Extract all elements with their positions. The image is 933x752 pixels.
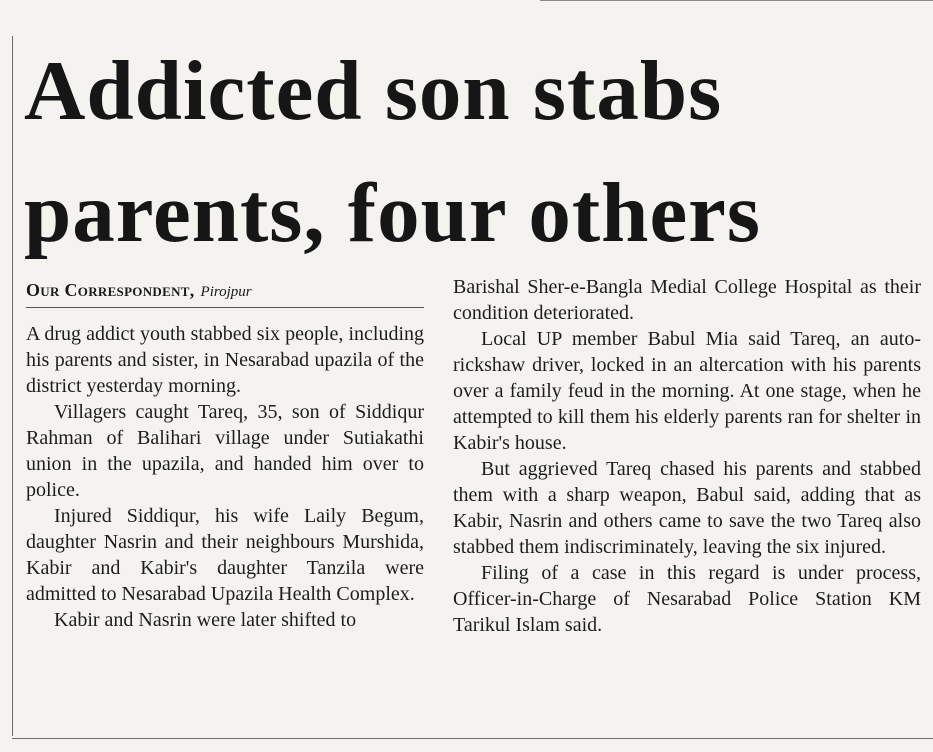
article-column-right	[453, 274, 921, 638]
headline-line-1: Addicted son stabs	[24, 44, 723, 138]
paragraph: Local UP member Babul Mia said Tareq, an auto-rickshaw driver, locked in an altercation with his parents over a family feud in the morning. At one stage, when he attempted to kill them his elderly parents ran for shelter in Kabir's house.	[453, 328, 921, 454]
paragraph: Barishal Sher-e-Bangla Medial College Hospital as their condition deteriorated.	[453, 276, 921, 324]
headline	[24, 30, 929, 274]
paragraph: Injured Siddiqur, his wife Laily Begum, daughter Nasrin and their neighbours Murshida, Kabir and Kabir's daughter Tanzila were admitted to Nesarabad Upazila Health Complex.	[26, 505, 424, 605]
paragraph: Villagers caught Tareq, 35, son of Siddiqur Rahman of Balihari village under Sutiakathi union in the upazila, and handed him over to police.	[26, 401, 424, 501]
byline-correspondent: Our Correspondent,	[26, 280, 195, 300]
paragraph: A drug addict youth stabbed six people, including his parents and sister, in Nesarabad upazila of the district yesterday morning.	[26, 323, 424, 397]
bottom-rule	[12, 738, 933, 739]
headline-line-2: parents, four others	[24, 166, 761, 260]
left-column-rule	[12, 36, 13, 736]
article-column-left	[26, 321, 424, 633]
top-rule	[540, 0, 933, 1]
paragraph: Kabir and Nasrin were later shifted to	[54, 609, 357, 631]
byline-rule	[26, 307, 424, 308]
paragraph: But aggrieved Tareq chased his parents and stabbed them with a sharp weapon, Babul said, adding that as Kabir, Nasrin and others came to save the two Tareq also stabbed them indiscriminately, leaving the six injured.	[453, 458, 921, 558]
byline-place: Pirojpur	[200, 284, 252, 300]
paragraph: Filing of a case in this regard is under process, Officer-in-Charge of Nesarabad Police Station KM Tarikul Islam said.	[453, 562, 921, 636]
byline	[26, 280, 426, 302]
